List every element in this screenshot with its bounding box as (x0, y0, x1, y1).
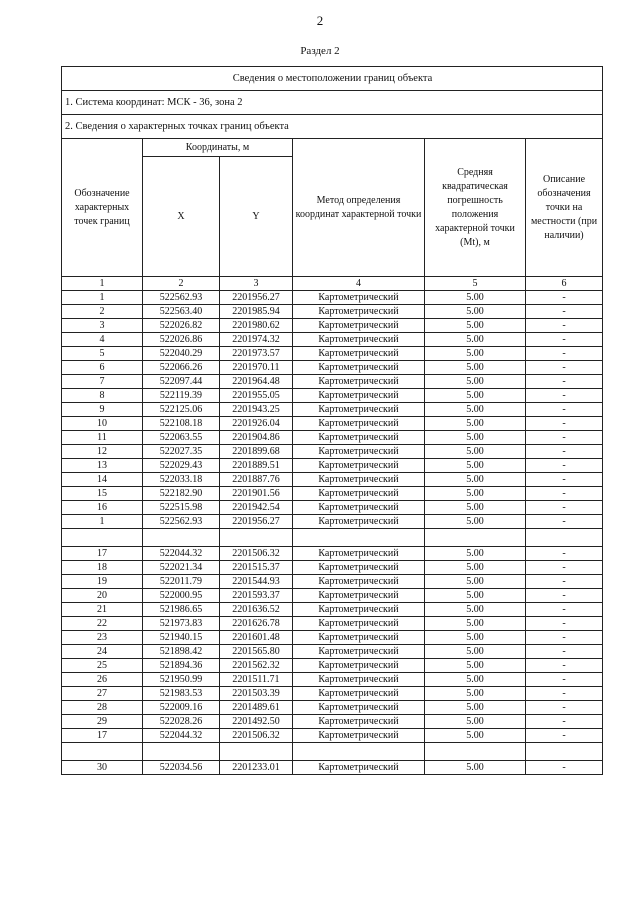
description-cell: - (526, 603, 603, 617)
point-number: 1 (62, 291, 143, 305)
empty-cell (143, 743, 220, 761)
error-cell: 5.00 (425, 645, 526, 659)
point-number: 26 (62, 673, 143, 687)
error-cell: 5.00 (425, 403, 526, 417)
coord-x: 521950.99 (143, 673, 220, 687)
error-cell: 5.00 (425, 673, 526, 687)
empty-cell (526, 529, 603, 547)
coord-x: 522029.43 (143, 459, 220, 473)
coord-x: 522028.26 (143, 715, 220, 729)
point-number: 17 (62, 729, 143, 743)
header-designation: Обозначение характерных точек границ (62, 139, 143, 277)
table-row (62, 515, 603, 529)
coord-y: 2201503.39 (220, 687, 293, 701)
point-number: 16 (62, 501, 143, 515)
point-number: 14 (62, 473, 143, 487)
table-row (62, 305, 603, 319)
column-number: 3 (220, 277, 293, 291)
point-number: 10 (62, 417, 143, 431)
coord-x: 522119.39 (143, 389, 220, 403)
coord-y: 2201565.80 (220, 645, 293, 659)
column-number: 1 (62, 277, 143, 291)
error-cell: 5.00 (425, 487, 526, 501)
coord-y: 2201985.94 (220, 305, 293, 319)
description-cell: - (526, 501, 603, 515)
coord-x: 522562.93 (143, 515, 220, 529)
coord-y: 2201901.56 (220, 487, 293, 501)
header-coordinates: Координаты, м (143, 139, 293, 157)
coord-x: 522040.29 (143, 347, 220, 361)
error-cell: 5.00 (425, 361, 526, 375)
spacer-row (62, 529, 603, 547)
header-x: X (143, 157, 220, 277)
point-number: 20 (62, 589, 143, 603)
method-cell: Картометрический (293, 715, 425, 729)
description-cell: - (526, 617, 603, 631)
coord-x: 522044.32 (143, 729, 220, 743)
coord-x: 522063.55 (143, 431, 220, 445)
header-y: Y (220, 157, 293, 277)
coord-y: 2201233.01 (220, 761, 293, 775)
description-cell: - (526, 347, 603, 361)
table-row (62, 459, 603, 473)
empty-cell (293, 743, 425, 761)
error-cell: 5.00 (425, 617, 526, 631)
error-cell: 5.00 (425, 631, 526, 645)
description-cell: - (526, 291, 603, 305)
description-cell: - (526, 459, 603, 473)
error-cell: 5.00 (425, 375, 526, 389)
error-cell: 5.00 (425, 659, 526, 673)
coord-x: 522562.93 (143, 291, 220, 305)
coord-x: 522027.35 (143, 445, 220, 459)
coord-x: 521986.65 (143, 603, 220, 617)
error-cell: 5.00 (425, 319, 526, 333)
description-cell: - (526, 515, 603, 529)
table-title: Сведения о местоположении границ объекта (62, 67, 603, 91)
table-row (62, 375, 603, 389)
point-number: 21 (62, 603, 143, 617)
error-cell: 5.00 (425, 761, 526, 775)
description-cell: - (526, 389, 603, 403)
error-cell: 5.00 (425, 333, 526, 347)
coord-y: 2201562.32 (220, 659, 293, 673)
point-number: 27 (62, 687, 143, 701)
method-cell: Картометрический (293, 673, 425, 687)
description-cell: - (526, 761, 603, 775)
header-method: Метод определения координат характерной точки (293, 139, 425, 277)
point-number: 18 (62, 561, 143, 575)
method-cell: Картометрический (293, 361, 425, 375)
point-number: 17 (62, 547, 143, 561)
error-cell: 5.00 (425, 417, 526, 431)
coord-y: 2201970.11 (220, 361, 293, 375)
table-row (62, 589, 603, 603)
empty-cell (526, 743, 603, 761)
table-row (62, 701, 603, 715)
point-number: 12 (62, 445, 143, 459)
error-cell: 5.00 (425, 715, 526, 729)
coord-x: 522009.16 (143, 701, 220, 715)
coord-y: 2201889.51 (220, 459, 293, 473)
empty-cell (62, 529, 143, 547)
empty-cell (220, 743, 293, 761)
method-cell: Картометрический (293, 589, 425, 603)
coord-x: 522563.40 (143, 305, 220, 319)
point-number: 23 (62, 631, 143, 645)
coord-y: 2201489.61 (220, 701, 293, 715)
description-cell: - (526, 417, 603, 431)
point-number: 15 (62, 487, 143, 501)
table-row (62, 389, 603, 403)
method-cell: Картометрический (293, 319, 425, 333)
method-cell: Картометрический (293, 431, 425, 445)
coord-x: 521983.53 (143, 687, 220, 701)
error-cell: 5.00 (425, 701, 526, 715)
coord-x: 522034.56 (143, 761, 220, 775)
error-cell: 5.00 (425, 547, 526, 561)
column-number: 4 (293, 277, 425, 291)
error-cell: 5.00 (425, 589, 526, 603)
description-cell: - (526, 375, 603, 389)
method-cell: Картометрический (293, 487, 425, 501)
table-row (62, 333, 603, 347)
coord-x: 522026.82 (143, 319, 220, 333)
point-number: 8 (62, 389, 143, 403)
error-cell: 5.00 (425, 561, 526, 575)
coord-x: 522000.95 (143, 589, 220, 603)
coord-y: 2201904.86 (220, 431, 293, 445)
empty-cell (425, 743, 526, 761)
point-number: 6 (62, 361, 143, 375)
method-cell: Картометрический (293, 347, 425, 361)
coord-y: 2201942.54 (220, 501, 293, 515)
method-cell: Картометрический (293, 417, 425, 431)
error-cell: 5.00 (425, 389, 526, 403)
description-cell: - (526, 561, 603, 575)
description-cell: - (526, 673, 603, 687)
coord-y: 2201887.76 (220, 473, 293, 487)
coord-y: 2201943.25 (220, 403, 293, 417)
error-cell: 5.00 (425, 445, 526, 459)
coord-y: 2201964.48 (220, 375, 293, 389)
method-cell: Картометрический (293, 403, 425, 417)
point-number: 29 (62, 715, 143, 729)
description-cell: - (526, 445, 603, 459)
error-cell: 5.00 (425, 687, 526, 701)
coord-y: 2201926.04 (220, 417, 293, 431)
coord-x: 522182.90 (143, 487, 220, 501)
method-cell: Картометрический (293, 291, 425, 305)
description-cell: - (526, 319, 603, 333)
empty-cell (220, 529, 293, 547)
method-cell: Картометрический (293, 617, 425, 631)
method-cell: Картометрический (293, 375, 425, 389)
error-cell: 5.00 (425, 473, 526, 487)
table-row (62, 347, 603, 361)
table-row (62, 473, 603, 487)
table-row (62, 603, 603, 617)
coord-x: 522125.06 (143, 403, 220, 417)
table-row (62, 761, 603, 775)
coord-x: 522066.26 (143, 361, 220, 375)
table-row (62, 445, 603, 459)
method-cell: Картометрический (293, 501, 425, 515)
point-number: 3 (62, 319, 143, 333)
error-cell: 5.00 (425, 459, 526, 473)
method-cell: Картометрический (293, 445, 425, 459)
description-cell: - (526, 431, 603, 445)
coord-x: 522097.44 (143, 375, 220, 389)
description-cell: - (526, 487, 603, 501)
point-number: 5 (62, 347, 143, 361)
coord-x: 522011.79 (143, 575, 220, 589)
table-row (62, 319, 603, 333)
coord-y: 2201956.27 (220, 515, 293, 529)
table-row (62, 617, 603, 631)
method-cell: Картометрический (293, 389, 425, 403)
description-cell: - (526, 305, 603, 319)
error-cell: 5.00 (425, 603, 526, 617)
table-row (62, 487, 603, 501)
error-cell: 5.00 (425, 431, 526, 445)
coord-y: 2201544.93 (220, 575, 293, 589)
error-cell: 5.00 (425, 347, 526, 361)
error-cell: 5.00 (425, 515, 526, 529)
point-number: 25 (62, 659, 143, 673)
description-cell: - (526, 701, 603, 715)
table-row (62, 361, 603, 375)
method-cell: Картометрический (293, 701, 425, 715)
empty-cell (143, 529, 220, 547)
description-cell: - (526, 659, 603, 673)
point-number: 13 (62, 459, 143, 473)
table-row (62, 687, 603, 701)
method-cell: Картометрический (293, 575, 425, 589)
error-cell: 5.00 (425, 729, 526, 743)
description-cell: - (526, 729, 603, 743)
description-cell: - (526, 631, 603, 645)
method-cell: Картометрический (293, 305, 425, 319)
coord-y: 2201899.68 (220, 445, 293, 459)
table-row (62, 659, 603, 673)
point-number: 22 (62, 617, 143, 631)
method-cell: Картометрический (293, 515, 425, 529)
description-cell: - (526, 687, 603, 701)
method-cell: Картометрический (293, 561, 425, 575)
description-cell: - (526, 589, 603, 603)
table-row (62, 417, 603, 431)
table-row (62, 575, 603, 589)
header-description: Описание обозначения точки на местности (при наличии) (526, 139, 603, 277)
coord-y: 2201593.37 (220, 589, 293, 603)
description-cell: - (526, 403, 603, 417)
coord-y: 2201956.27 (220, 291, 293, 305)
point-number: 9 (62, 403, 143, 417)
coord-x: 521898.42 (143, 645, 220, 659)
table-row (62, 729, 603, 743)
coord-x: 522021.34 (143, 561, 220, 575)
table-row (62, 291, 603, 305)
method-cell: Картометрический (293, 459, 425, 473)
coord-x: 521973.83 (143, 617, 220, 631)
point-number: 19 (62, 575, 143, 589)
description-cell: - (526, 473, 603, 487)
method-cell: Картометрический (293, 631, 425, 645)
table-row (62, 431, 603, 445)
table-row (62, 673, 603, 687)
page-number: 2 (316, 13, 324, 28)
boundary-points-table (61, 66, 603, 775)
coord-x: 522108.18 (143, 417, 220, 431)
empty-cell (293, 529, 425, 547)
table-row (62, 715, 603, 729)
spacer-row (62, 743, 603, 761)
empty-cell (425, 529, 526, 547)
coord-y: 2201492.50 (220, 715, 293, 729)
table-row (62, 631, 603, 645)
coord-y: 2201973.57 (220, 347, 293, 361)
coord-x: 522515.98 (143, 501, 220, 515)
coord-x: 522044.32 (143, 547, 220, 561)
coord-y: 2201506.32 (220, 547, 293, 561)
description-cell: - (526, 547, 603, 561)
point-number: 7 (62, 375, 143, 389)
coord-y: 2201980.62 (220, 319, 293, 333)
point-number: 2 (62, 305, 143, 319)
error-cell: 5.00 (425, 305, 526, 319)
point-number: 28 (62, 701, 143, 715)
description-cell: - (526, 361, 603, 375)
method-cell: Картометрический (293, 645, 425, 659)
table-row (62, 501, 603, 515)
method-cell: Картометрический (293, 761, 425, 775)
error-cell: 5.00 (425, 501, 526, 515)
description-cell: - (526, 715, 603, 729)
coord-y: 2201515.37 (220, 561, 293, 575)
description-cell: - (526, 333, 603, 347)
table-row (62, 403, 603, 417)
coordinate-system: 1. Система координат: МСК - 36, зона 2 (62, 91, 603, 115)
method-cell: Картометрический (293, 729, 425, 743)
method-cell: Картометрический (293, 473, 425, 487)
coord-x: 521894.36 (143, 659, 220, 673)
point-number: 24 (62, 645, 143, 659)
points-section-title: 2. Сведения о характерных точках границ объекта (62, 115, 603, 139)
column-number: 2 (143, 277, 220, 291)
point-number: 1 (62, 515, 143, 529)
coord-y: 2201636.52 (220, 603, 293, 617)
error-cell: 5.00 (425, 575, 526, 589)
empty-cell (62, 743, 143, 761)
point-number: 11 (62, 431, 143, 445)
coord-y: 2201511.71 (220, 673, 293, 687)
coord-y: 2201601.48 (220, 631, 293, 645)
table-row (62, 645, 603, 659)
coord-y: 2201506.32 (220, 729, 293, 743)
method-cell: Картометрический (293, 547, 425, 561)
error-cell: 5.00 (425, 291, 526, 305)
coord-y: 2201974.32 (220, 333, 293, 347)
coord-y: 2201626.78 (220, 617, 293, 631)
table-row (62, 547, 603, 561)
coord-y: 2201955.05 (220, 389, 293, 403)
point-number: 4 (62, 333, 143, 347)
coord-x: 522026.86 (143, 333, 220, 347)
column-numbers-row (62, 277, 603, 291)
coord-x: 522033.18 (143, 473, 220, 487)
method-cell: Картометрический (293, 603, 425, 617)
description-cell: - (526, 645, 603, 659)
point-number: 30 (62, 761, 143, 775)
method-cell: Картометрический (293, 659, 425, 673)
method-cell: Картометрический (293, 333, 425, 347)
header-error: Средняя квадратическая погрешность положения характерной точки (Mt), м (425, 139, 526, 277)
section-title: Раздел 2 (300, 45, 340, 57)
description-cell: - (526, 575, 603, 589)
coord-x: 521940.15 (143, 631, 220, 645)
column-number: 6 (526, 277, 603, 291)
method-cell: Картометрический (293, 687, 425, 701)
table-row (62, 561, 603, 575)
column-number: 5 (425, 277, 526, 291)
